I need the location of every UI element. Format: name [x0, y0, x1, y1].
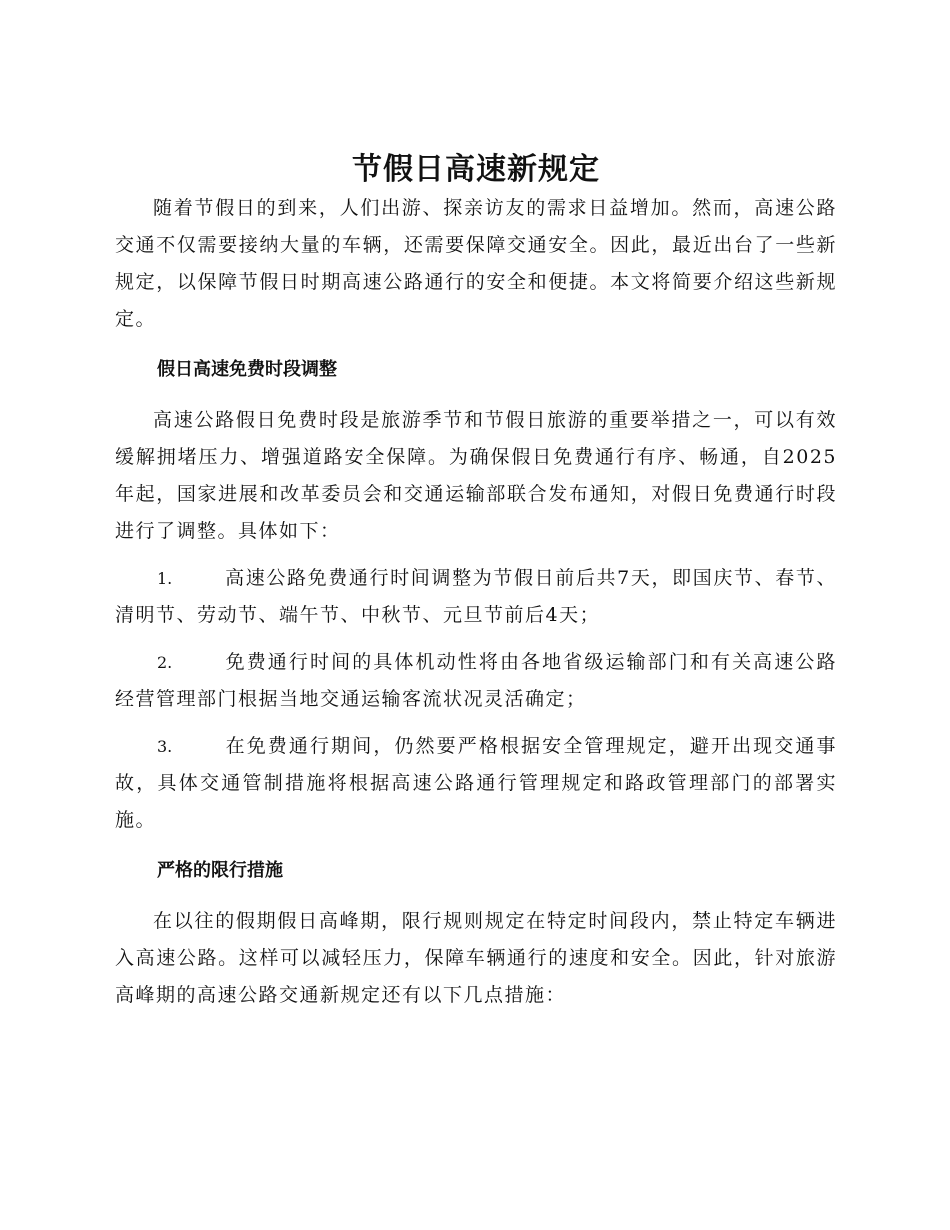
list-number: 1. — [157, 569, 173, 588]
list-item — [115, 728, 837, 839]
section-heading-restrictions: 严格的限行措施 — [157, 860, 283, 881]
list-text: 在免费通行期间，仍然要严格根据安全管理规定，避开出现交通事故，具体交通管制措施将根据高速公路通行管理规定和路政管理部门的部署实施。 — [115, 735, 837, 831]
section-heading-free-period: 假日高速免费时段调整 — [157, 359, 337, 380]
section-body-free-period: 高速公路假日免费时段是旅游季节和节假日旅游的重要举措之一，可以有效缓解拥堵压力、增强道路安全保障。为确保假日免费通行有序、畅通，自2025年起，国家进展和改革委员会和交通运输部联合发布通知，对假日免费通行时段进行了调整。具体如下： — [115, 409, 837, 542]
list-text: 免费通行时间的具体机动性将由各地省级运输部门和有关高速公路经营管理部门根据当地交通运输客流状况灵活确定； — [115, 651, 837, 710]
intro-paragraph: 随着节假日的到来，人们出游、探亲访友的需求日益增加。然而，高速公路交通不仅需要接纳大量的车辆，还需要保障交通安全。因此，最近出台了一些新规定，以保障节假日时期高速公路通行的安全和便捷。本文将简要介绍这些新规定。 — [115, 197, 837, 330]
list-text: 高速公路免费通行时间调整为节假日前后共7天，即国庆节、春节、清明节、劳动节、端午节、中秋节、元旦节前后4天； — [115, 567, 837, 626]
list-number: 3. — [157, 737, 173, 756]
list-number: 2. — [157, 653, 173, 672]
section-body-restrictions: 在以往的假期假日高峰期，限行规则规定在特定时间段内，禁止特定车辆进入高速公路。这样可以减轻压力，保障车辆通行的速度和安全。因此，针对旅游高峰期的高速公路交通新规定还有以下几点措施： — [115, 910, 837, 1006]
document-page — [115, 150, 837, 1014]
list-item — [115, 644, 837, 718]
list-item — [115, 560, 837, 634]
document-title: 节假日高速新规定 — [352, 152, 600, 187]
